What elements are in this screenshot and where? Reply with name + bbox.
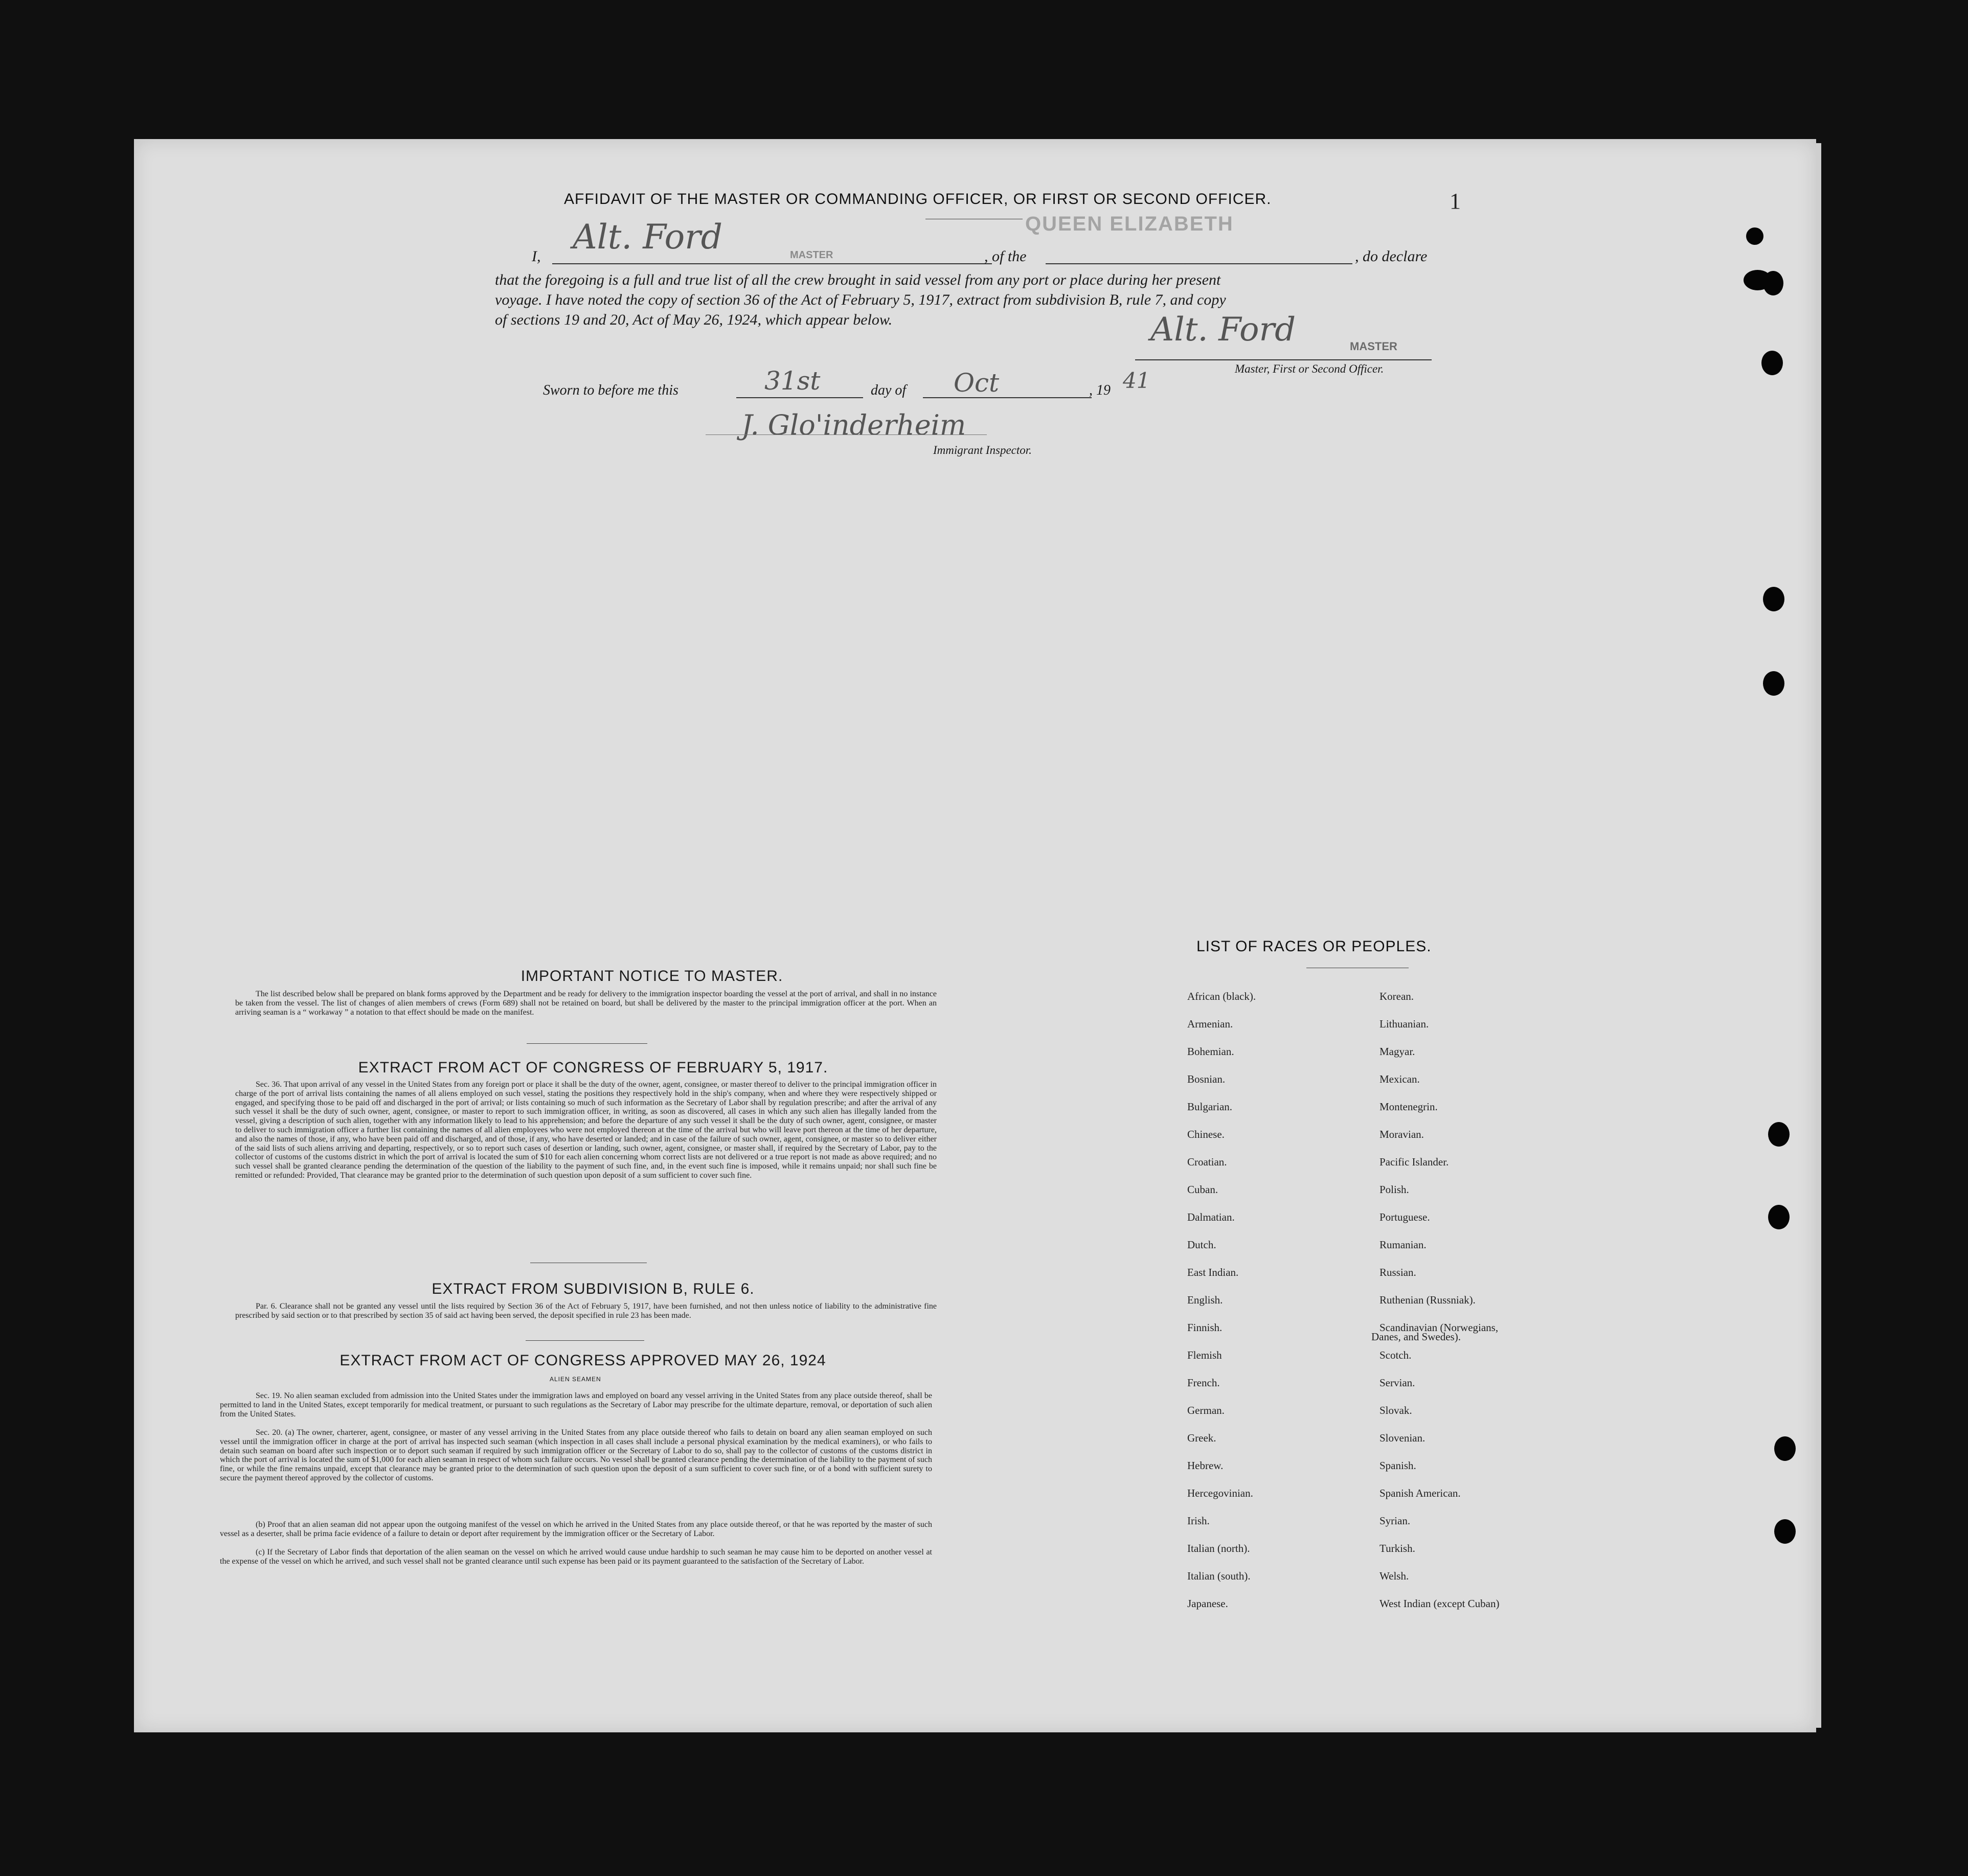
race-item: Scotch. [1379, 1349, 1412, 1361]
race-item: Croatian. [1187, 1156, 1227, 1168]
extract-1924-sec20a: Sec. 20. (a) The owner, charterer, agent, consignee, or master of any vessel arriving in the United States from any place outside thereof who fails to detain on board any alien seaman employed on such vessel until the immigration officer in charge at the port of arrival has inspected such seaman (which inspection in all cases shall include a personal physical examination by the medical examiners), or who fails to detain such seaman on board after such inspection or to deport such seaman if required by such immigration officer or the Secretary of Labor to do so, shall pay to the collector of customs of the customs district in which the port of arrival is located the sum of $1,000 for each alien seaman in respect of whom such failure occurs. No vessel shall be granted clearance pending the determination of the liability to the payment of such fine, or while the fine remains unpaid, except that clearance may be granted prior to the determination of such question upon the deposit of a sum sufficient to cover such fine, or of a bond with sufficient surety to secure the payment thereof approved by the collector of customs. [220, 1428, 932, 1482]
inspector-line [706, 434, 987, 435]
race-item: Flemish [1187, 1349, 1222, 1361]
binder-hole [1774, 1436, 1796, 1461]
race-item: Irish. [1187, 1515, 1210, 1527]
declaration-line-3: of sections 19 and 20, Act of May 26, 1924, which appear below. [495, 311, 893, 328]
race-item: Japanese. [1187, 1597, 1228, 1610]
inspector-signature: J. Glo'inderheim [741, 409, 966, 441]
do-declare-label: , do declare [1355, 248, 1428, 265]
declaration-line-2: voyage. I have noted the copy of section 36 of the Act of February 5, 1917, extract from subdivision B, rule 7, and copy [495, 291, 1226, 308]
race-item: Turkish. [1379, 1542, 1415, 1554]
race-item: Chinese. [1187, 1128, 1225, 1140]
race-item: Dalmatian. [1187, 1211, 1235, 1223]
binder-hole [1763, 671, 1784, 696]
race-item: French. [1187, 1377, 1220, 1389]
officer-signature: Alt. Ford [1150, 311, 1296, 349]
notice-title: IMPORTANT NOTICE TO MASTER. [521, 968, 783, 985]
extract-1917-body: Sec. 36. That upon arrival of any vessel in the United States from any foreign port or place it shall be the duty of the owner, agent, consignee, or master thereof to deliver to the principal immigration officer in charge of the port of arrival lists containing the names of all aliens employed on such vessel, stating the positions they respectively hold in the ship's company, when and where they were respectively shipped or engaged, and specifying those to be paid off and discharged in the port of arrival; or lists containing so much of such information as the Secretary of Labor shall by regulation prescribe; and after the arrival of any such vessel it shall be the duty of such owner, agent, consignee, or master to report to such immigration officer, in writing, as soon as discovered, all cases in which any such alien has illegally landed from the vessel, giving a description of such alien, together with any information likely to lead to his apprehension; and before the departure of any such vessel it shall be the duty of such owner, agent, consignee, or master to deliver to such immigration officer a further list containing the names of all alien employees who were not employed thereon at the time of the arrival but who will leave port thereon at the time of her departure, and also the names of those, if any, who have been paid off and discharged, and of those, if any, who have deserted or landed; and in case of the failure of such owner, agent, consignee, or master so to deliver either of the said lists of such aliens arriving and departing, respectively, or so to report such cases of desertion or landing, such owner, agent, consignee, or master shall, if required by the Secretary of Labor, pay to the collector of customs of the customs district in which the port of arrival is located the sum of $10 for each alien concerning whom correct lists are not delivered or a true report is not made as above required; and no such vessel shall be granted clearance pending the determination of the question of the liability to the payment of such fine, and, in the event such fine is imposed, while it remains unpaid; nor shall such fine be remitted or refunded: Provided, That clearance may be granted prior to the determination of such question upon deposit of a sum sufficient to cover such fine. [235, 1080, 937, 1180]
race-item: West Indian (except Cuban) [1379, 1597, 1500, 1610]
race-item: Syrian. [1379, 1515, 1411, 1527]
rule6-body: Par. 6. Clearance shall not be granted any vessel until the lists required by Section 36 of the Act of February 5, 1917, have been furnished, and not then unless notice of liability to the administrative fine prescribed by said section or to that prescribed by section 35 of said act having been served, the deposit specified in rule 23 has been made. [235, 1302, 937, 1320]
race-item: Mexican. [1379, 1073, 1420, 1085]
race-item: Welsh. [1379, 1570, 1409, 1582]
race-item: African (black). [1187, 990, 1256, 1002]
race-item: Bohemian. [1187, 1045, 1234, 1058]
race-item: Bulgarian. [1187, 1101, 1233, 1113]
race-item-wrap: Danes, and Swedes). [1371, 1331, 1461, 1343]
master-name-line [552, 263, 992, 264]
vessel-stamp: QUEEN ELIZABETH [1025, 213, 1234, 235]
extract-1924-sec19: Sec. 19. No alien seaman excluded from admission into the United States under the immigration laws and employed on board any vessel arriving in the United States from any place outside thereof, shall be permitted to land in the United States, except temporarily for medical treatment, or pursuant to such regulations as the Secretary of Labor may prescribe for the ultimate departure, removal, or deportation of such alien from the United States. [220, 1391, 932, 1419]
binder-hole [1774, 1519, 1796, 1544]
margin-mark: 1 [1450, 189, 1461, 214]
race-item: English. [1187, 1294, 1223, 1306]
race-item: Italian (north). [1187, 1542, 1250, 1554]
master-stamp: MASTER [790, 249, 833, 261]
vessel-name-line [1046, 263, 1352, 264]
race-item: Polish. [1379, 1183, 1409, 1196]
race-item: Slovak. [1379, 1404, 1412, 1416]
i-label: I, [532, 248, 541, 265]
binder-hole [1746, 227, 1763, 245]
affidavit-title: AFFIDAVIT OF THE MASTER OR COMMANDING OFFICER, OR FIRST OR SECOND OFFICER. [564, 191, 1272, 208]
race-item: Italian (south). [1187, 1570, 1251, 1582]
race-item: Montenegrin. [1379, 1101, 1438, 1113]
sworn-month-line [923, 397, 1092, 398]
notice-body: The list described below shall be prepared on blank forms approved by the Department and be ready for delivery to the immigration inspector boarding the vessel at the port of arrival, and shall in no instance be taken from the vessel. The list of changes of alien members of crews (Form 689) shall not be retained on board, but shall be delivered by the master to the principal immigration officer at the port. When an arriving seaman is a “ workaway ” a notation to that effect should be made on the manifest. [235, 990, 937, 1017]
race-item: East Indian. [1187, 1266, 1239, 1278]
binder-hole [1763, 271, 1783, 295]
race-item: Rumanian. [1379, 1239, 1427, 1251]
officer-label: Master, First or Second Officer. [1235, 362, 1384, 375]
rule6-title: EXTRACT FROM SUBDIVISION B, RULE 6. [432, 1280, 755, 1297]
race-item: Spanish. [1379, 1459, 1416, 1472]
race-item: Cuban. [1187, 1183, 1218, 1196]
notice-rule [527, 1043, 647, 1044]
officer-stamp: MASTER [1350, 340, 1397, 353]
race-item: Scandinavian (Norwegians, [1379, 1321, 1499, 1334]
race-item: Dutch. [1187, 1239, 1216, 1251]
race-item: Lithuanian. [1379, 1018, 1429, 1030]
extract-1924-sec20c: (c) If the Secretary of Labor finds that deportation of the alien seaman on the vessel on which he arrived would cause undue hardship to such seaman he may cause him to be deported on another vessel at the expense of the vessel on which he arrived, and such vessel shall not be granted clearance until such expense has been paid or its payment guaranteed to the satisfaction of the Secretary of Labor. [220, 1548, 932, 1566]
race-item: Ruthenian (Russniak). [1379, 1294, 1476, 1306]
of-the-label: , of the [984, 248, 1027, 265]
race-item: Armenian. [1187, 1018, 1233, 1030]
race-item: Hercegovinian. [1187, 1487, 1253, 1499]
rule6-rule [526, 1340, 644, 1341]
master-signature: Alt. Ford [573, 217, 722, 257]
races-title: LIST OF RACES OR PEOPLES. [1196, 938, 1432, 955]
race-item: Hebrew. [1187, 1459, 1224, 1472]
day-of-label: day of [871, 382, 907, 398]
declaration-line-1: that the foregoing is a full and true list of all the crew brought in said vessel from any port or place during her present [495, 271, 1221, 288]
year-prefix: , 19 [1089, 382, 1111, 398]
race-item: Spanish American. [1379, 1487, 1461, 1499]
binder-hole [1763, 587, 1784, 611]
sworn-month: Oct [954, 368, 1000, 398]
extract-1917-title: EXTRACT FROM ACT OF CONGRESS OF FEBRUARY 5, 1917. [358, 1059, 828, 1076]
race-item: Russian. [1379, 1266, 1416, 1278]
race-item: Greek. [1187, 1432, 1216, 1444]
race-item: Bosnian. [1187, 1073, 1226, 1085]
extract-1924-sec20b: (b) Proof that an alien seaman did not appear upon the outgoing manifest of the vessel on which he arrived in the United States from any place outside thereof, or that he was reported by the master of such vessel as a deserter, shall be prima facie evidence of a failure to detain or deport after requirement by the immigration officer or the Secretary of Labor. [220, 1520, 932, 1538]
inspector-label: Immigrant Inspector. [933, 444, 1032, 456]
extract-1924-subtitle: ALIEN SEAMEN [550, 1376, 601, 1383]
officer-line [1135, 359, 1432, 360]
race-item: Korean. [1379, 990, 1414, 1002]
race-item: German. [1187, 1404, 1225, 1416]
race-item: Finnish. [1187, 1321, 1223, 1334]
race-item: Servian. [1379, 1377, 1415, 1389]
race-item: Moravian. [1379, 1128, 1424, 1140]
extract-1924-title: EXTRACT FROM ACT OF CONGRESS APPROVED MAY 26, 1924 [340, 1352, 826, 1369]
page-edge [1816, 143, 1821, 1728]
binder-hole [1761, 351, 1783, 375]
race-item: Portuguese. [1379, 1211, 1430, 1223]
binder-hole [1768, 1205, 1790, 1229]
race-item: Magyar. [1379, 1045, 1415, 1058]
sworn-day-line [736, 397, 863, 398]
binder-hole [1768, 1122, 1790, 1147]
year-suffix: 41 [1123, 368, 1150, 393]
race-item: Pacific Islander. [1379, 1156, 1449, 1168]
sworn-label: Sworn to before me this [543, 382, 678, 398]
sworn-day: 31st [764, 366, 821, 396]
race-item: Slovenian. [1379, 1432, 1426, 1444]
